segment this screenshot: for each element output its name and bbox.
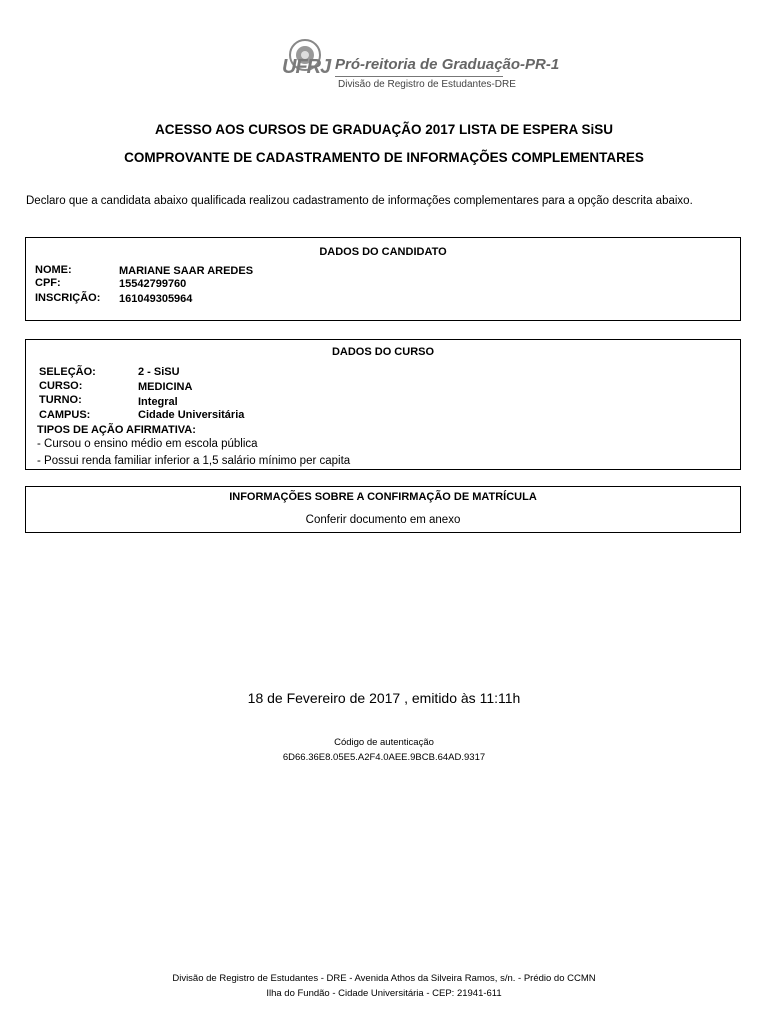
course-box-title: DADOS DO CURSO	[331, 346, 435, 358]
page-subtitle: COMPROVANTE DE CADASTRAMENTO DE INFORMAÇÕES COMPLEMENTARES	[124, 150, 644, 165]
curso-label: CURSO:	[39, 380, 83, 392]
logo-title: Pró-reitoria de Graduação-PR-1	[335, 56, 560, 73]
candidate-box-title: DADOS DO CANDIDATO	[319, 246, 447, 258]
acao-afirmativa-label: TIPOS DE AÇÃO AFIRMATIVA:	[37, 424, 196, 436]
logo-ufrj-text: UFRJ	[282, 56, 331, 78]
footer-address-line2: Ilha do Fundão - Cidade Universitária - CEP: 21941-611	[266, 988, 502, 999]
cpf-value: 15542799760	[119, 278, 187, 290]
footer-address-line1: Divisão de Registro de Estudantes - DRE - Avenida Athos da Silveira Ramos, s/n. - Prédio do CCMN	[172, 973, 596, 984]
inscricao-label: INSCRIÇÃO:	[35, 292, 101, 304]
campus-label: CAMPUS:	[39, 409, 91, 421]
name-value: MARIANE SAAR AREDES	[119, 265, 254, 277]
auth-code: 6D66.36E8.05E5.A2F4.0AEE.9BCB.64AD.9317	[282, 752, 486, 763]
name-label: NOME:	[35, 264, 72, 276]
course-data-box	[25, 339, 741, 470]
page-title: ACESSO AOS CURSOS DE GRADUAÇÃO 2017 LISTA DE ESPERA SiSU	[154, 122, 614, 137]
auth-code-label: Código de autenticação	[334, 737, 434, 748]
acao-afirmativa-item: - Possui renda familiar inferior a 1,5 salário mínimo per capita	[37, 455, 351, 467]
declaration-text: Declaro que a candidata abaixo qualificada realizou cadastramento de informações complementares para a opção descrita abaixo.	[26, 195, 693, 207]
enrollment-note: Conferir documento em anexo	[305, 514, 461, 526]
issue-date: 18 de Fevereiro de 2017 , emitido às 11:11h	[247, 690, 521, 706]
turno-value: Integral	[138, 396, 178, 408]
curso-value: MEDICINA	[138, 381, 193, 393]
ufrj-logo	[282, 38, 560, 94]
selecao-value: 2 - SiSU	[138, 366, 180, 378]
turno-label: TURNO:	[39, 394, 82, 406]
logo-divider	[335, 76, 503, 77]
inscricao-value: 161049305964	[119, 293, 193, 305]
logo-subtitle: Divisão de Registro de Estudantes-DRE	[338, 79, 516, 90]
cpf-label: CPF:	[35, 277, 61, 289]
selecao-label: SELEÇÃO:	[39, 366, 96, 378]
acao-afirmativa-item: - Cursou o ensino médio em escola pública	[37, 438, 258, 450]
candidate-data-box	[25, 237, 741, 321]
enrollment-box-title: INFORMAÇÕES SOBRE A CONFIRMAÇÃO DE MATRÍCULA	[229, 491, 537, 503]
campus-value: Cidade Universitária	[138, 409, 245, 421]
enrollment-info-box	[25, 486, 741, 533]
